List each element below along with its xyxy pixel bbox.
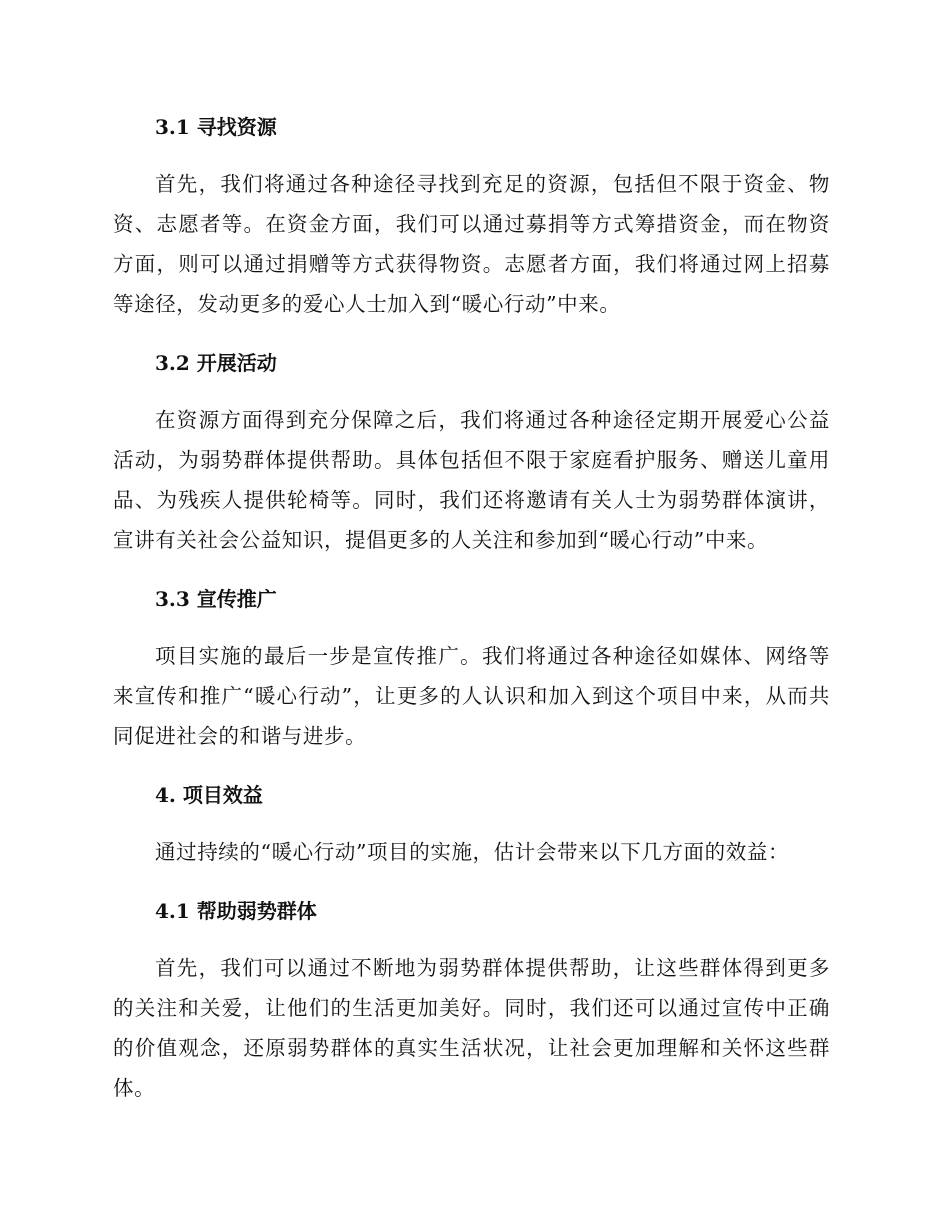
section-heading-4-1: 4.1 帮助弱势群体: [155, 899, 317, 923]
section-paragraph-4: 通过持续的“暖心行动”项目的实施，估计会带来以下几方面的效益：: [155, 840, 790, 864]
section-heading-3-1: 3.1 寻找资源: [155, 115, 277, 139]
section-paragraph-3-1: 首先，我们将通过各种途径寻找到充足的资源，包括但不限于资金、物资、志愿者等。在资金方面，我们可以通过募捐等方式筹措资金，而在物资方面，则可以通过捐赠等方式获得物资。志愿者方面，我们将通过网上招募等途径，发动更多的爱心人士加入到“暖心行动”中来。: [113, 172, 830, 316]
section-paragraph-4-1: 首先，我们可以通过不断地为弱势群体提供帮助，让这些群体得到更多的关注和关爱，让他们的生活更加美好。同时，我们还可以通过宣传中正确的价值观念，还原弱势群体的真实生活状况，让社会更加理解和关怀这些群体。: [113, 956, 830, 1100]
section-heading-3-3: 3.3 宣传推广: [155, 587, 277, 611]
section-paragraph-3-2: 在资源方面得到充分保障之后，我们将通过各种途径定期开展爱心公益活动，为弱势群体提供帮助。具体包括但不限于家庭看护服务、赠送儿童用品、为残疾人提供轮椅等。同时，我们还将邀请有关人士为弱势群体演讲，宣讲有关社会公益知识，提倡更多的人关注和参加到“暖心行动”中来。: [113, 408, 830, 552]
section-heading-4: 4. 项目效益: [155, 783, 263, 807]
section-heading-3-2: 3.2 开展活动: [155, 351, 277, 375]
section-paragraph-3-3: 项目实施的最后一步是宣传推广。我们将通过各种途径如媒体、网络等来宣传和推广“暖心行动”，让更多的人认识和加入到这个项目中来，从而共同促进社会的和谐与进步。: [113, 644, 830, 748]
